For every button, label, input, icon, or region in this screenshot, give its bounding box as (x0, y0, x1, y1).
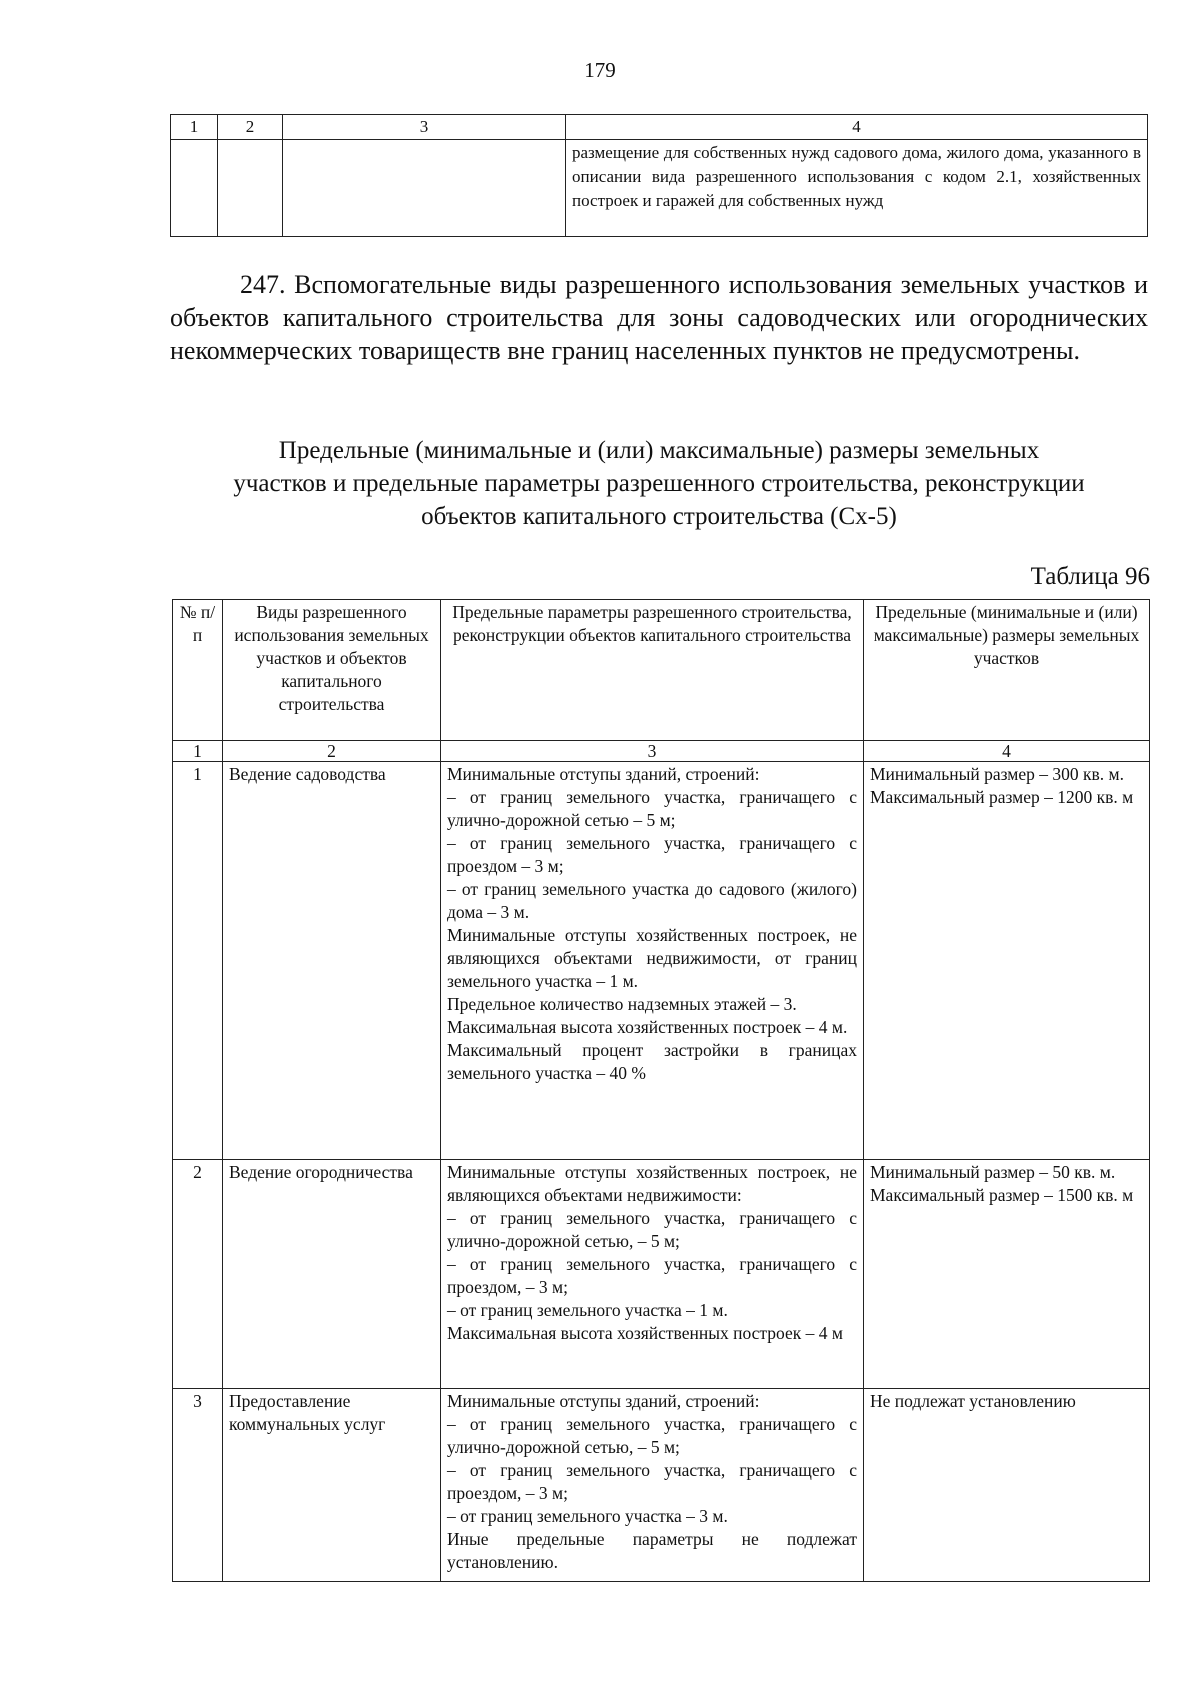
table-row (173, 1160, 1150, 1389)
param-line: – от границ земельного участка, граничащего с проездом, – 3 м; (447, 1460, 857, 1503)
column-number: 1 (173, 741, 223, 762)
size-line: Не подлежат установлению (870, 1391, 1076, 1411)
param-line: Минимальные отступы зданий, строений: (447, 764, 760, 784)
row-number: 2 (173, 1160, 223, 1389)
table-cell: размещение для собственных нужд садового дома, жилого дома, указанного в описании вида разрешенного использования с кодом 2.1, хозяйственных построек и гаражей для собственных нужд (566, 140, 1148, 237)
param-line: – от границ земельного участка – 3 м. (447, 1506, 728, 1526)
continuation-table-header (171, 115, 1148, 140)
param-line: – от границ земельного участка, граничащего с улично-дорожной сетью – 5 м; (447, 787, 857, 830)
use-type: Предоставление коммунальных услуг (223, 1389, 441, 1582)
header-cell: 3 (283, 115, 566, 140)
column-number: 2 (223, 741, 441, 762)
sizes-cell (864, 762, 1150, 1160)
table-cell (171, 140, 218, 237)
sizes-cell (864, 1160, 1150, 1389)
heading-line: Предельные (минимальные и (или) максимальные) размеры земельных (278, 437, 1040, 464)
header-cell: № п/п (173, 600, 223, 741)
param-line: Максимальная высота хозяйственных построек – 4 м (447, 1323, 843, 1343)
page-number: 179 (584, 58, 616, 82)
heading-line: объектов капитального строительства (Сх-5) (421, 503, 897, 530)
param-line: – от границ земельного участка, граничащего с проездом, – 3 м; (447, 1254, 857, 1297)
continuation-table (170, 114, 1148, 237)
params-cell (441, 762, 864, 1160)
limits-table (172, 599, 1150, 1582)
header-cell: 4 (566, 115, 1148, 140)
param-line: Максимальная высота хозяйственных построек – 4 м. (447, 1017, 848, 1037)
use-type: Ведение садоводства (223, 762, 441, 1160)
continuation-table-row (171, 140, 1148, 237)
table-cell (218, 140, 283, 237)
row-number: 1 (173, 762, 223, 1160)
section-heading (160, 434, 1158, 533)
table-row (173, 1389, 1150, 1582)
param-line: Минимальные отступы зданий, строений: (447, 1391, 760, 1411)
table-cell (283, 140, 566, 237)
column-number-row (173, 741, 1150, 762)
param-line: Максимальный процент застройки в границах земельного участка – 40 % (447, 1040, 857, 1083)
param-line: – от границ земельного участка – 1 м. (447, 1300, 728, 1320)
limits-table-header (173, 600, 1150, 741)
param-line: Иные предельные параметры не подлежат установлению. (447, 1529, 857, 1572)
param-line: Минимальные отступы хозяйственных построек, не являющихся объектами недвижимости, от границ земельного участка – 1 м. (447, 925, 857, 991)
param-line: Минимальные отступы хозяйственных построек, не являющихся объектами недвижимости: (447, 1162, 857, 1205)
table-row (173, 762, 1150, 1160)
param-line: – от границ земельного участка, граничащего с проездом – 3 м; (447, 833, 857, 876)
header-cell: 2 (218, 115, 283, 140)
size-line: Минимальный размер – 50 кв. м. (870, 1162, 1116, 1182)
table-label: Таблица 96 (1030, 563, 1150, 590)
paragraph-247: 247. Вспомогательные виды разрешенного использования земельных участков и объектов капитального строительства для зоны садоводческих или огороднических некоммерческих товариществ вне границ населенных пунктов не предусмотрены. (170, 270, 1148, 365)
header-cell: Предельные (минимальные и (или) максимальные) размеры земельных участков (864, 600, 1150, 741)
use-type: Ведение огородничества (223, 1160, 441, 1389)
column-number: 4 (864, 741, 1150, 762)
heading-line: участков и предельные параметры разрешенного строительства, реконструкции (233, 470, 1085, 497)
size-line: Максимальный размер – 1500 кв. м (870, 1185, 1134, 1205)
row-number: 3 (173, 1389, 223, 1582)
header-cell: Предельные параметры разрешенного строительства, реконструкции объектов капитального строительства (441, 600, 864, 741)
param-line: Предельное количество надземных этажей – 3. (447, 994, 797, 1014)
sizes-cell (864, 1389, 1150, 1582)
header-cell: Виды разрешенного использования земельных участков и объектов капитального строительства (223, 600, 441, 741)
size-line: Минимальный размер – 300 кв. м. (870, 764, 1124, 784)
param-line: – от границ земельного участка до садового (жилого) дома – 3 м. (447, 879, 857, 922)
size-line: Максимальный размер – 1200 кв. м (870, 787, 1134, 807)
params-cell (441, 1389, 864, 1582)
param-line: – от границ земельного участка, граничащего с улично-дорожной сетью, – 5 м; (447, 1208, 857, 1251)
column-number: 3 (441, 741, 864, 762)
param-line: – от границ земельного участка, граничащего с улично-дорожной сетью, – 5 м; (447, 1414, 857, 1457)
header-cell: 1 (171, 115, 218, 140)
params-cell (441, 1160, 864, 1389)
